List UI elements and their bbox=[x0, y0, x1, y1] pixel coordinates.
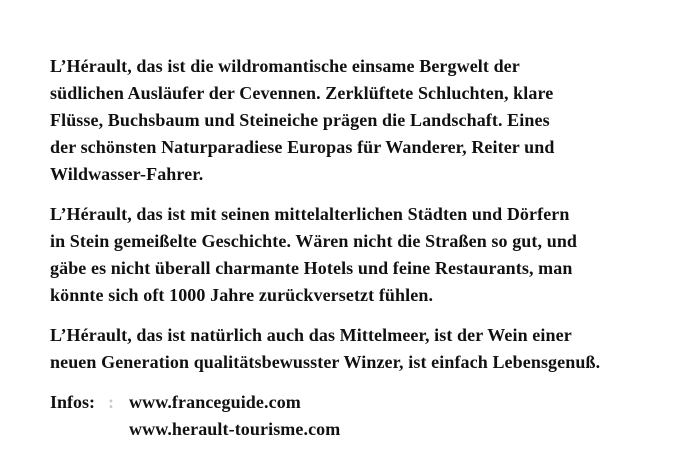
url-herault-tourisme: www.herault-tourisme.com bbox=[129, 419, 341, 439]
text-line: gäbe es nicht überall charmante Hotels und feine Restaurants, man bbox=[50, 258, 573, 278]
text-block bbox=[50, 53, 660, 443]
text-line: südlichen Ausläufer der Cevennen. Zerklüftete Schluchten, klare bbox=[50, 83, 554, 103]
text-line: in Stein gemeißelte Geschichte. Wären nicht die Straßen so gut, und bbox=[50, 231, 578, 251]
infos-row bbox=[50, 389, 660, 443]
ghost-colon: : bbox=[108, 392, 115, 412]
url-list bbox=[129, 389, 340, 443]
text-line: der schönsten Naturparadiese Europas für Wanderer, Reiter und bbox=[50, 137, 555, 157]
text-line: L’Hérault, das ist natürlich auch das Mittelmeer, ist der Wein einer bbox=[50, 325, 572, 345]
text-line: L’Hérault, das ist mit seinen mittelalterlichen Städten und Dörfern bbox=[50, 204, 570, 224]
paragraph-geschichte bbox=[50, 201, 660, 309]
infos-label: Infos: bbox=[50, 392, 96, 412]
url-franceguide: www.franceguide.com bbox=[129, 392, 301, 412]
text-line: neuen Generation qualitätsbewusster Winzer, ist einfach Lebensgenuß. bbox=[50, 352, 601, 372]
text-line: Flüsse, Buchsbaum und Steineiche prägen die Landschaft. Eines bbox=[50, 110, 550, 130]
text-line: L’Hérault, das ist die wildromantische einsame Bergwelt der bbox=[50, 56, 520, 76]
text-line: könnte sich oft 1000 Jahre zurückversetzt fühlen. bbox=[50, 285, 434, 305]
paragraph-mittelmeer bbox=[50, 322, 660, 376]
text-line: Wildwasser-Fahrer. bbox=[50, 164, 204, 184]
paragraph-bergwelt bbox=[50, 53, 660, 188]
